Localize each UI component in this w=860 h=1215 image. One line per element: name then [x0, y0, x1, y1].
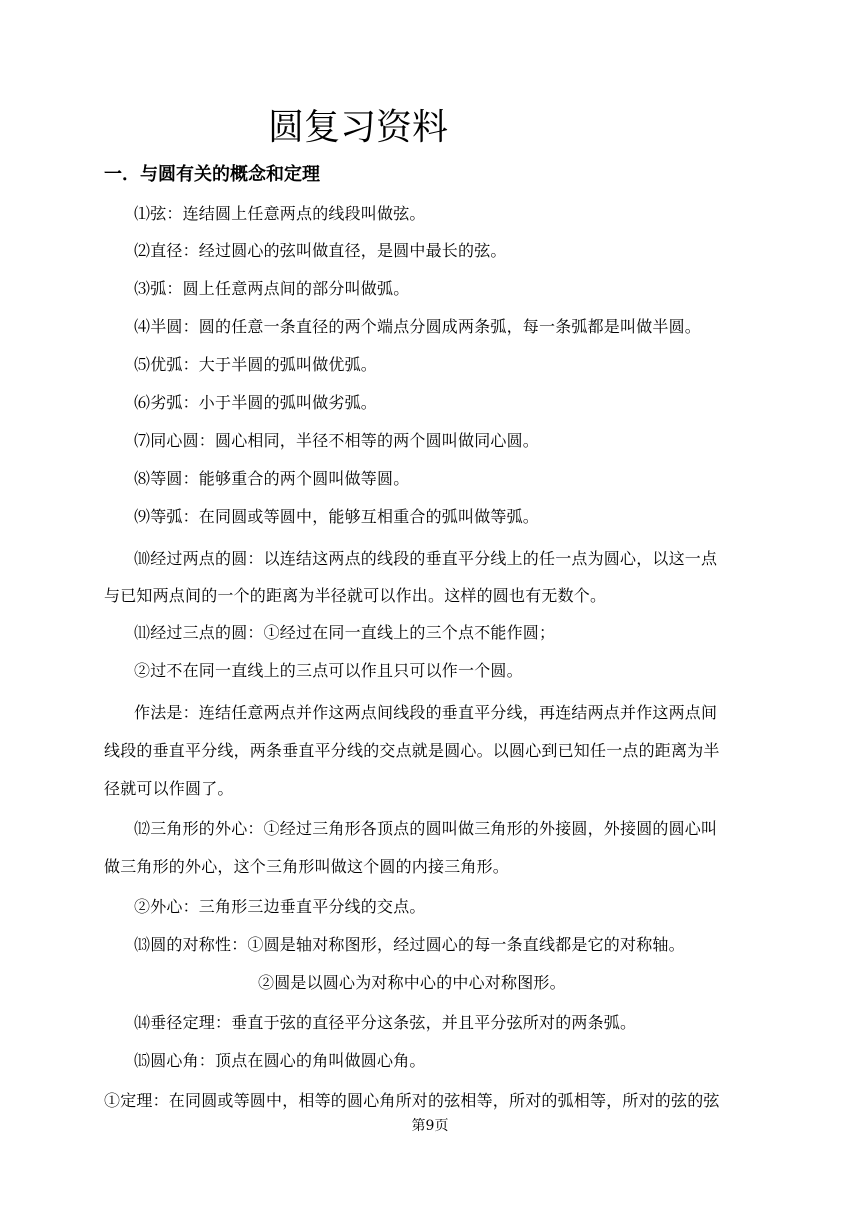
definition-line: ⑾经过三点的圆：①经过在同一直线上的三个点不能作圆； [134, 623, 556, 642]
definition-line: ⑻等圆：能够重合的两个圆叫做等圆。 [134, 469, 410, 488]
definition-line: 作法是：连结任意两点并作这两点间线段的垂直平分线，再连结两点并作这两点间 [134, 703, 718, 722]
definition-line: ②圆是以圆心为对称中心的中心对称图形。 [258, 973, 566, 992]
definition-line: ①定理：在同圆或等圆中，相等的圆心角所对的弦相等，所对的弧相等，所对的弦的弦 [104, 1091, 720, 1110]
definition-line: ②外心：三角形三边垂直平分线的交点。 [134, 897, 426, 916]
definition-line: 做三角形的外心，这个三角形叫做这个圆的内接三角形。 [104, 857, 510, 876]
page-number: 第9页 [411, 1118, 449, 1134]
section-heading: 一．与圆有关的概念和定理 [104, 164, 320, 185]
definition-line: ⒁垂径定理：垂直于弦的直径平分这条弦，并且平分弦所对的两条弧。 [134, 1013, 637, 1032]
definition-line: ⑴弦：连结圆上任意两点的线段叫做弦。 [134, 204, 426, 223]
definition-line: ⑺同心圆：圆心相同，半径不相等的两个圆叫做同心圆。 [134, 431, 540, 450]
definition-line: 径就可以作圆了。 [104, 779, 234, 798]
definition-line: ②过不在同一直线上的三点可以作且只可以作一个圆。 [134, 661, 523, 680]
definition-line: ⑿三角形的外心：①经过三角形各顶点的圆叫做三角形的外接圆，外接圆的圆心叫 [134, 819, 718, 838]
definition-line: ⑼等弧：在同圆或等圆中，能够互相重合的弧叫做等弧。 [134, 507, 540, 526]
definition-line: ⒀圆的对称性：①圆是轴对称图形，经过圆心的每一条直线都是它的对称轴。 [134, 935, 685, 954]
definition-line: ⑵直径：经过圆心的弦叫做直径，是圆中最长的弦。 [134, 241, 507, 260]
definition-line: ⑸优弧：大于半圆的弧叫做优弧。 [134, 355, 378, 374]
definition-line: ⑹劣弧：小于半圆的弧叫做劣弧。 [134, 393, 378, 412]
definition-line: 与已知两点间的一个的距离为半径就可以作出。这样的圆也有无数个。 [104, 586, 607, 605]
page-title: 圆复习资料 [268, 107, 449, 148]
definition-line: ⑶弧：圆上任意两点间的部分叫做弧。 [134, 279, 410, 298]
definition-line: ⑷半圆：圆的任意一条直径的两个端点分圆成两条弧，每一条弧都是叫做半圆。 [134, 317, 702, 336]
definition-line: ⑽经过两点的圆：以连结这两点的线段的垂直平分线上的任一点为圆心，以这一点 [134, 549, 718, 568]
definition-line: 线段的垂直平分线，两条垂直平分线的交点就是圆心。以圆心到已知任一点的距离为半 [104, 741, 720, 760]
definition-line: ⒂圆心角：顶点在圆心的角叫做圆心角。 [134, 1051, 426, 1070]
